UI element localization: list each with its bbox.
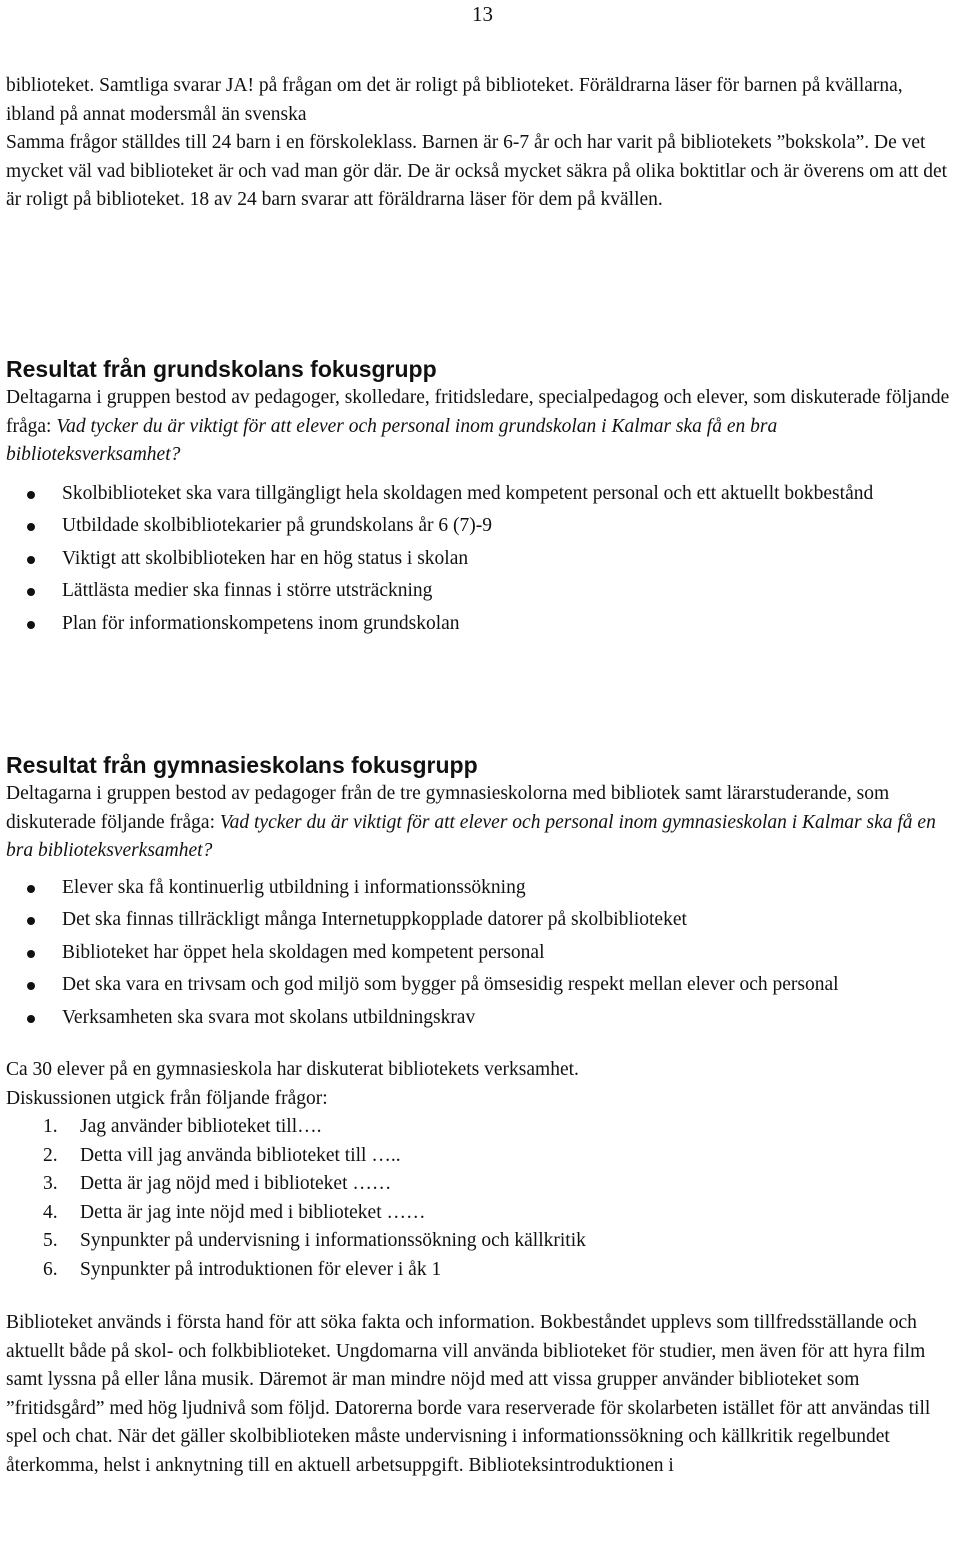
section-intro-text: Deltagarna i gruppen bestod av pedagoger från de tre gymnasieskolorna med bibliotek samt lärarstuderande, som diskuterade följande fråga: — [6, 783, 890, 833]
list-item — [6, 545, 956, 574]
list-item-text: Verksamheten ska svara mot skolans utbildningskrav — [62, 1006, 476, 1028]
bullet-icon — [27, 885, 35, 893]
list-item-text: Det ska vara en trivsam och god miljö som bygger på ömsesidig respekt mellan elever och personal — [62, 974, 839, 995]
question-number: 4. — [43, 1201, 58, 1223]
list-item-text: Elever ska få kontinuerlig utbildning i informationssökning — [62, 876, 526, 898]
question-text: Jag använder biblioteket till…. — [80, 1116, 322, 1137]
question-item — [6, 1113, 956, 1142]
bullet-list-gymnasieskola — [6, 874, 956, 1033]
list-item — [6, 577, 956, 606]
list-item-text: Det ska finnas tillräckligt många Internetuppkopplade datorer på skolbiblioteket — [62, 909, 687, 930]
bullet-list-grundskola — [6, 480, 956, 639]
question-number: 6. — [43, 1258, 58, 1280]
section-gymnasieskola — [6, 750, 956, 1480]
list-item — [6, 971, 956, 1000]
list-item-text: Skolbiblioteket ska vara tillgängligt hela skoldagen med kompetent personal och ett aktuellt bokbestånd — [62, 482, 874, 504]
list-item — [6, 1004, 956, 1033]
question-number: 3. — [43, 1173, 58, 1194]
intro-section — [6, 72, 956, 215]
page-number: 13 — [472, 2, 493, 26]
section-intro-grundskola — [6, 384, 956, 470]
question-item — [6, 1256, 956, 1285]
section-intro-gymnasieskola — [6, 780, 956, 866]
intro-paragraph-2 — [6, 129, 956, 215]
list-item — [6, 610, 956, 639]
section-grundskola — [6, 354, 956, 642]
bullet-icon — [27, 523, 35, 531]
intro-paragraph-2-part-b: De är också mycket säkra på olika boktitlar och är överens om att det är roligt på biblioteket. 18 av 24 barn svarar att föräldrarna läser för dem på kvällen. — [6, 160, 948, 210]
bullet-icon — [27, 917, 35, 925]
bullet-icon — [27, 556, 35, 564]
list-item — [6, 874, 956, 903]
intro-paragraph-1: biblioteket. Samtliga svarar JA! på frågan om det är roligt på biblioteket. Föräldrarna läser för barnen på kvällarna, ibland på annat modersmål än svenska — [6, 75, 903, 125]
bullet-icon — [27, 1015, 35, 1023]
question-item — [6, 1142, 956, 1171]
question-text: Detta är jag inte nöjd med i biblioteket …… — [80, 1201, 426, 1223]
section-heading-grundskola: Resultat från grundskolans fokusgrupp — [6, 356, 437, 382]
intro-paragraph-2-part-a: Samma frågor ställdes till 24 barn i en förskoleklass. Barnen är 6-7 år och har varit på bibliotekets ”bokskola”. De vet mycket väl vad biblioteket är och vad man gör där. — [6, 132, 926, 182]
bullet-icon — [27, 491, 35, 499]
question-number: 2. — [43, 1144, 58, 1166]
bullet-icon — [27, 950, 35, 958]
bullet-icon — [27, 588, 35, 596]
survey-line-1: Ca 30 elever på en gymnasieskola har diskuterat bibliotekets verksamhet. — [6, 1059, 579, 1080]
question-number: 1. — [43, 1116, 58, 1137]
list-item — [6, 939, 956, 968]
question-text: Detta vill jag använda biblioteket till ….. — [80, 1144, 401, 1166]
list-item — [6, 512, 956, 541]
question-item — [6, 1199, 956, 1228]
list-item-text: Biblioteket har öppet hela skoldagen med kompetent personal — [62, 941, 545, 963]
question-text: Synpunkter på undervisning i informationssökning och källkritik — [80, 1230, 586, 1251]
section-heading-gymnasieskola: Resultat från gymnasieskolans fokusgrupp — [6, 752, 478, 778]
list-item — [6, 906, 956, 935]
question-text: Synpunkter på introduktionen för elever i åk 1 — [80, 1258, 442, 1280]
survey-line-2: Diskussionen utgick från följande frågor: — [6, 1087, 328, 1109]
list-item-text: Plan för informationskompetens inom grundskolan — [62, 612, 460, 634]
bullet-icon — [27, 982, 35, 990]
list-item-text: Lättlästa medier ska finnas i större utsträckning — [62, 580, 433, 601]
bullet-icon — [27, 621, 35, 629]
question-text: Detta är jag nöjd med i biblioteket …… — [80, 1173, 392, 1194]
question-item — [6, 1170, 956, 1199]
section-question: Vad tycker du är viktigt för att elever och personal inom grundskolan i Kalmar ska få en bra biblioteksverksamhet? — [6, 415, 778, 465]
closing-paragraph: Biblioteket används i första hand för att söka fakta och information. Bokbeståndet upplevs som tillfredsställande och aktuellt både på skol- och folkbiblioteket. Ungdomarna vill använda biblioteket för studier, men även för att hyra film samt lyssna på eller låna musik. Däremot är man mindre nöjd med att vissa grupper använder biblioteket som ”fritidsgård” med hög ljudnivå som följd. Datorerna borde vara reserverade för skolarbeten istället för att användas till spel och chat. När det gäller skolbiblioteken måste undervisning i informationssökning och källkritik regelbundet återkomma, helst i anknytning till en aktuell arbetsuppgift. Biblioteksintroduktionen i — [6, 1312, 931, 1476]
section-question: Vad tycker du är viktigt för att elever och personal inom gymnasieskolan i Kalmar ska få en bra biblioteksverksamhet? — [6, 811, 936, 861]
question-number: 5. — [43, 1230, 58, 1251]
question-item — [6, 1227, 956, 1256]
list-item-text: Utbildade skolbibliotekarier på grundskolans år 6 (7)-9 — [62, 515, 492, 536]
question-list — [6, 1113, 956, 1284]
section-intro-text: Deltagarna i gruppen bestod av pedagoger, skolledare, fritidsledare, specialpedagog och elever, som diskuterade följande fråga: — [6, 387, 950, 437]
list-item-text: Viktigt att skolbiblioteken har en hög status i skolan — [62, 547, 469, 569]
list-item — [6, 480, 956, 509]
